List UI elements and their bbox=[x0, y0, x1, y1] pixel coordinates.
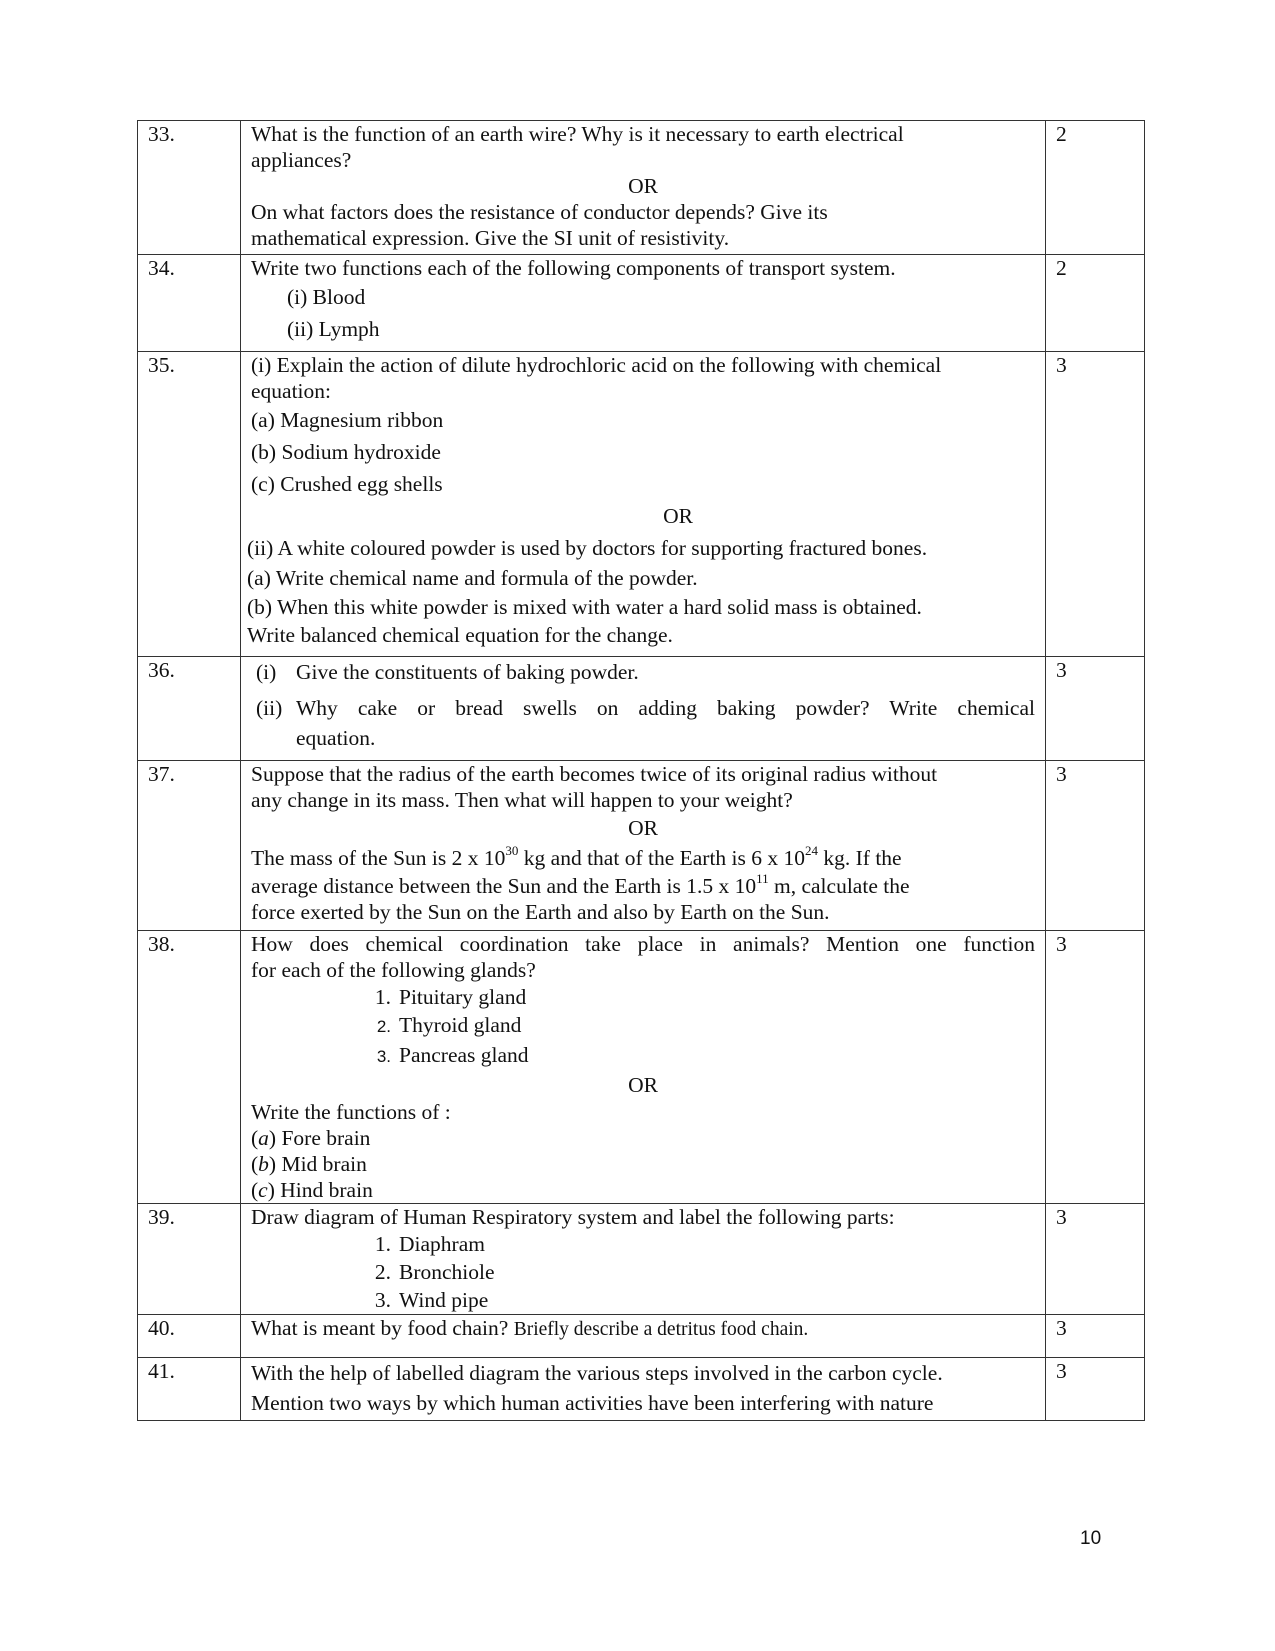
question-line bbox=[251, 1315, 1035, 1343]
exponent: 24 bbox=[805, 842, 819, 858]
item-text-continued: equation. bbox=[296, 726, 376, 750]
list-item: (a) Fore brain bbox=[251, 1126, 371, 1150]
question-row-40 bbox=[138, 1315, 1145, 1358]
question-row-35 bbox=[138, 352, 1145, 657]
question-line: Write two functions each of the following components of transport system. bbox=[251, 256, 896, 280]
question-text bbox=[241, 931, 1046, 1204]
text-part: The mass of the Sun is 2 x 10 bbox=[251, 846, 506, 870]
item-letter: b bbox=[258, 1152, 269, 1176]
or-separator: OR bbox=[628, 1073, 658, 1097]
question-text bbox=[241, 121, 1046, 255]
list-item: (c) Crushed egg shells bbox=[251, 472, 443, 496]
or-separator: OR bbox=[628, 174, 658, 198]
item-number: 2. bbox=[374, 1260, 391, 1284]
marks: 3 bbox=[1046, 1358, 1145, 1421]
marks: 3 bbox=[1046, 352, 1145, 657]
page-number: 10 bbox=[1080, 1528, 1102, 1549]
question-line: appliances? bbox=[251, 148, 352, 172]
marks: 3 bbox=[1046, 1204, 1145, 1315]
question-text bbox=[241, 352, 1046, 657]
marks: 3 bbox=[1046, 761, 1145, 931]
question-line bbox=[251, 870, 1035, 899]
question-line: Mention two ways by which human activities have been interfering with nature bbox=[251, 1391, 934, 1415]
question-row-33 bbox=[138, 121, 1145, 255]
item-text: Diaphram bbox=[399, 1232, 485, 1256]
question-text bbox=[241, 761, 1046, 931]
question-number: 37. bbox=[138, 761, 241, 931]
item-label: (i) bbox=[256, 660, 277, 684]
question-line: Suppose that the radius of the earth becomes twice of its original radius without bbox=[251, 762, 938, 786]
item-text: Pituitary gland bbox=[399, 985, 527, 1009]
item-text: Mid brain bbox=[276, 1152, 367, 1176]
list-item bbox=[359, 1230, 1035, 1258]
item-number: 1. bbox=[374, 1232, 391, 1256]
item-text: Why cake or bread swells on adding baking powder? Write chemical bbox=[296, 696, 1035, 720]
question-text bbox=[241, 657, 1046, 761]
item-number: 3. bbox=[376, 1047, 391, 1066]
list-item: (b) Sodium hydroxide bbox=[251, 440, 441, 464]
question-text bbox=[241, 1204, 1046, 1315]
question-line: (i) Explain the action of dilute hydrochloric acid on the following with chemical bbox=[251, 353, 942, 377]
question-line: mathematical expression. Give the SI unit of resistivity. bbox=[251, 226, 730, 250]
marks: 3 bbox=[1046, 657, 1145, 761]
list-item: (c) Hind brain bbox=[251, 1178, 373, 1202]
text-part: kg. If the bbox=[818, 846, 902, 870]
question-text bbox=[241, 1315, 1046, 1358]
list-item bbox=[251, 693, 1035, 723]
question-row-37 bbox=[138, 761, 1145, 931]
question-line: for each of the following glands? bbox=[251, 958, 536, 982]
list-item: (b) Mid brain bbox=[251, 1152, 367, 1176]
list-item bbox=[359, 1258, 1035, 1286]
text-part: What is meant by food chain? bbox=[251, 1316, 514, 1340]
question-line: Write the functions of : bbox=[251, 1100, 451, 1124]
item-text: Hind brain bbox=[274, 1178, 373, 1202]
list-item bbox=[251, 657, 1035, 687]
question-row-39 bbox=[138, 1204, 1145, 1315]
gland-list bbox=[251, 983, 1035, 1071]
item-number: 1. bbox=[374, 985, 391, 1009]
question-line: force exerted by the Sun on the Earth and also by Earth on the Sun. bbox=[251, 900, 830, 924]
marks: 3 bbox=[1046, 931, 1145, 1204]
question-number: 34. bbox=[138, 255, 241, 352]
item-number: 2. bbox=[376, 1017, 391, 1036]
item-text: Give the constituents of baking powder. bbox=[296, 660, 639, 684]
item-text: Pancreas gland bbox=[399, 1043, 529, 1067]
question-number: 36. bbox=[138, 657, 241, 761]
item-text: Wind pipe bbox=[399, 1288, 489, 1312]
question-line: On what factors does the resistance of conductor depends? Give its bbox=[251, 200, 828, 224]
question-table bbox=[137, 120, 1145, 1421]
list-item bbox=[359, 983, 1035, 1011]
item-letter: c bbox=[258, 1178, 268, 1202]
question-line: Draw diagram of Human Respiratory system and label the following parts: bbox=[251, 1205, 895, 1229]
marks: 2 bbox=[1046, 121, 1145, 255]
question-row-36 bbox=[138, 657, 1145, 761]
item-number: 3. bbox=[374, 1288, 391, 1312]
question-row-38 bbox=[138, 931, 1145, 1204]
text-part: average distance between the Sun and the Earth is 1.5 x 10 bbox=[251, 874, 757, 898]
list-item: (a) Magnesium ribbon bbox=[251, 408, 444, 432]
question-row-41 bbox=[138, 1358, 1145, 1421]
question-line: With the help of labelled diagram the various steps involved in the carbon cycle. bbox=[251, 1361, 943, 1385]
item-text: Thyroid gland bbox=[399, 1013, 522, 1037]
list-item: (ii) Lymph bbox=[287, 317, 380, 341]
question-text bbox=[241, 255, 1046, 352]
text-part: kg and that of the Earth is 6 x 10 bbox=[518, 846, 806, 870]
text-part: m, calculate the bbox=[768, 874, 910, 898]
list-item bbox=[359, 1041, 1035, 1071]
question-line: equation: bbox=[251, 379, 332, 403]
question-number: 39. bbox=[138, 1204, 241, 1315]
question-text bbox=[241, 1358, 1046, 1421]
list-item bbox=[359, 1286, 1035, 1314]
question-number: 40. bbox=[138, 1315, 241, 1358]
parts-list bbox=[251, 1230, 1035, 1314]
question-number: 33. bbox=[138, 121, 241, 255]
question-line: (ii) A white coloured powder is used by doctors for supporting fractured bones. bbox=[247, 536, 928, 560]
question-line: What is the function of an earth wire? Why is it necessary to earth electrical bbox=[251, 122, 904, 146]
text-part: Briefly describe a detritus food chain. bbox=[513, 1319, 809, 1340]
item-text: Fore brain bbox=[276, 1126, 371, 1150]
or-separator: OR bbox=[663, 504, 693, 528]
question-line: How does chemical coordination take place in animals? Mention one function bbox=[251, 932, 1035, 956]
question-line: any change in its mass. Then what will happen to your weight? bbox=[251, 788, 793, 812]
or-separator: OR bbox=[628, 816, 658, 840]
question-number: 38. bbox=[138, 931, 241, 1204]
list-item: (i) Blood bbox=[287, 285, 366, 309]
item-text: Bronchiole bbox=[399, 1260, 495, 1284]
list-item bbox=[359, 1011, 1035, 1041]
exponent: 30 bbox=[505, 842, 519, 858]
marks: 3 bbox=[1046, 1315, 1145, 1358]
question-line bbox=[251, 843, 1035, 873]
question-line: Write balanced chemical equation for the change. bbox=[247, 623, 673, 647]
exponent: 11 bbox=[756, 870, 769, 886]
marks: 2 bbox=[1046, 255, 1145, 352]
question-line: (a) Write chemical name and formula of the powder. bbox=[247, 566, 698, 590]
question-line: (b) When this white powder is mixed with water a hard solid mass is obtained. bbox=[247, 595, 922, 619]
item-letter: a bbox=[258, 1126, 269, 1150]
question-number: 41. bbox=[138, 1358, 241, 1421]
question-row-34 bbox=[138, 255, 1145, 352]
item-label: (ii) bbox=[256, 696, 283, 720]
question-number: 35. bbox=[138, 352, 241, 657]
